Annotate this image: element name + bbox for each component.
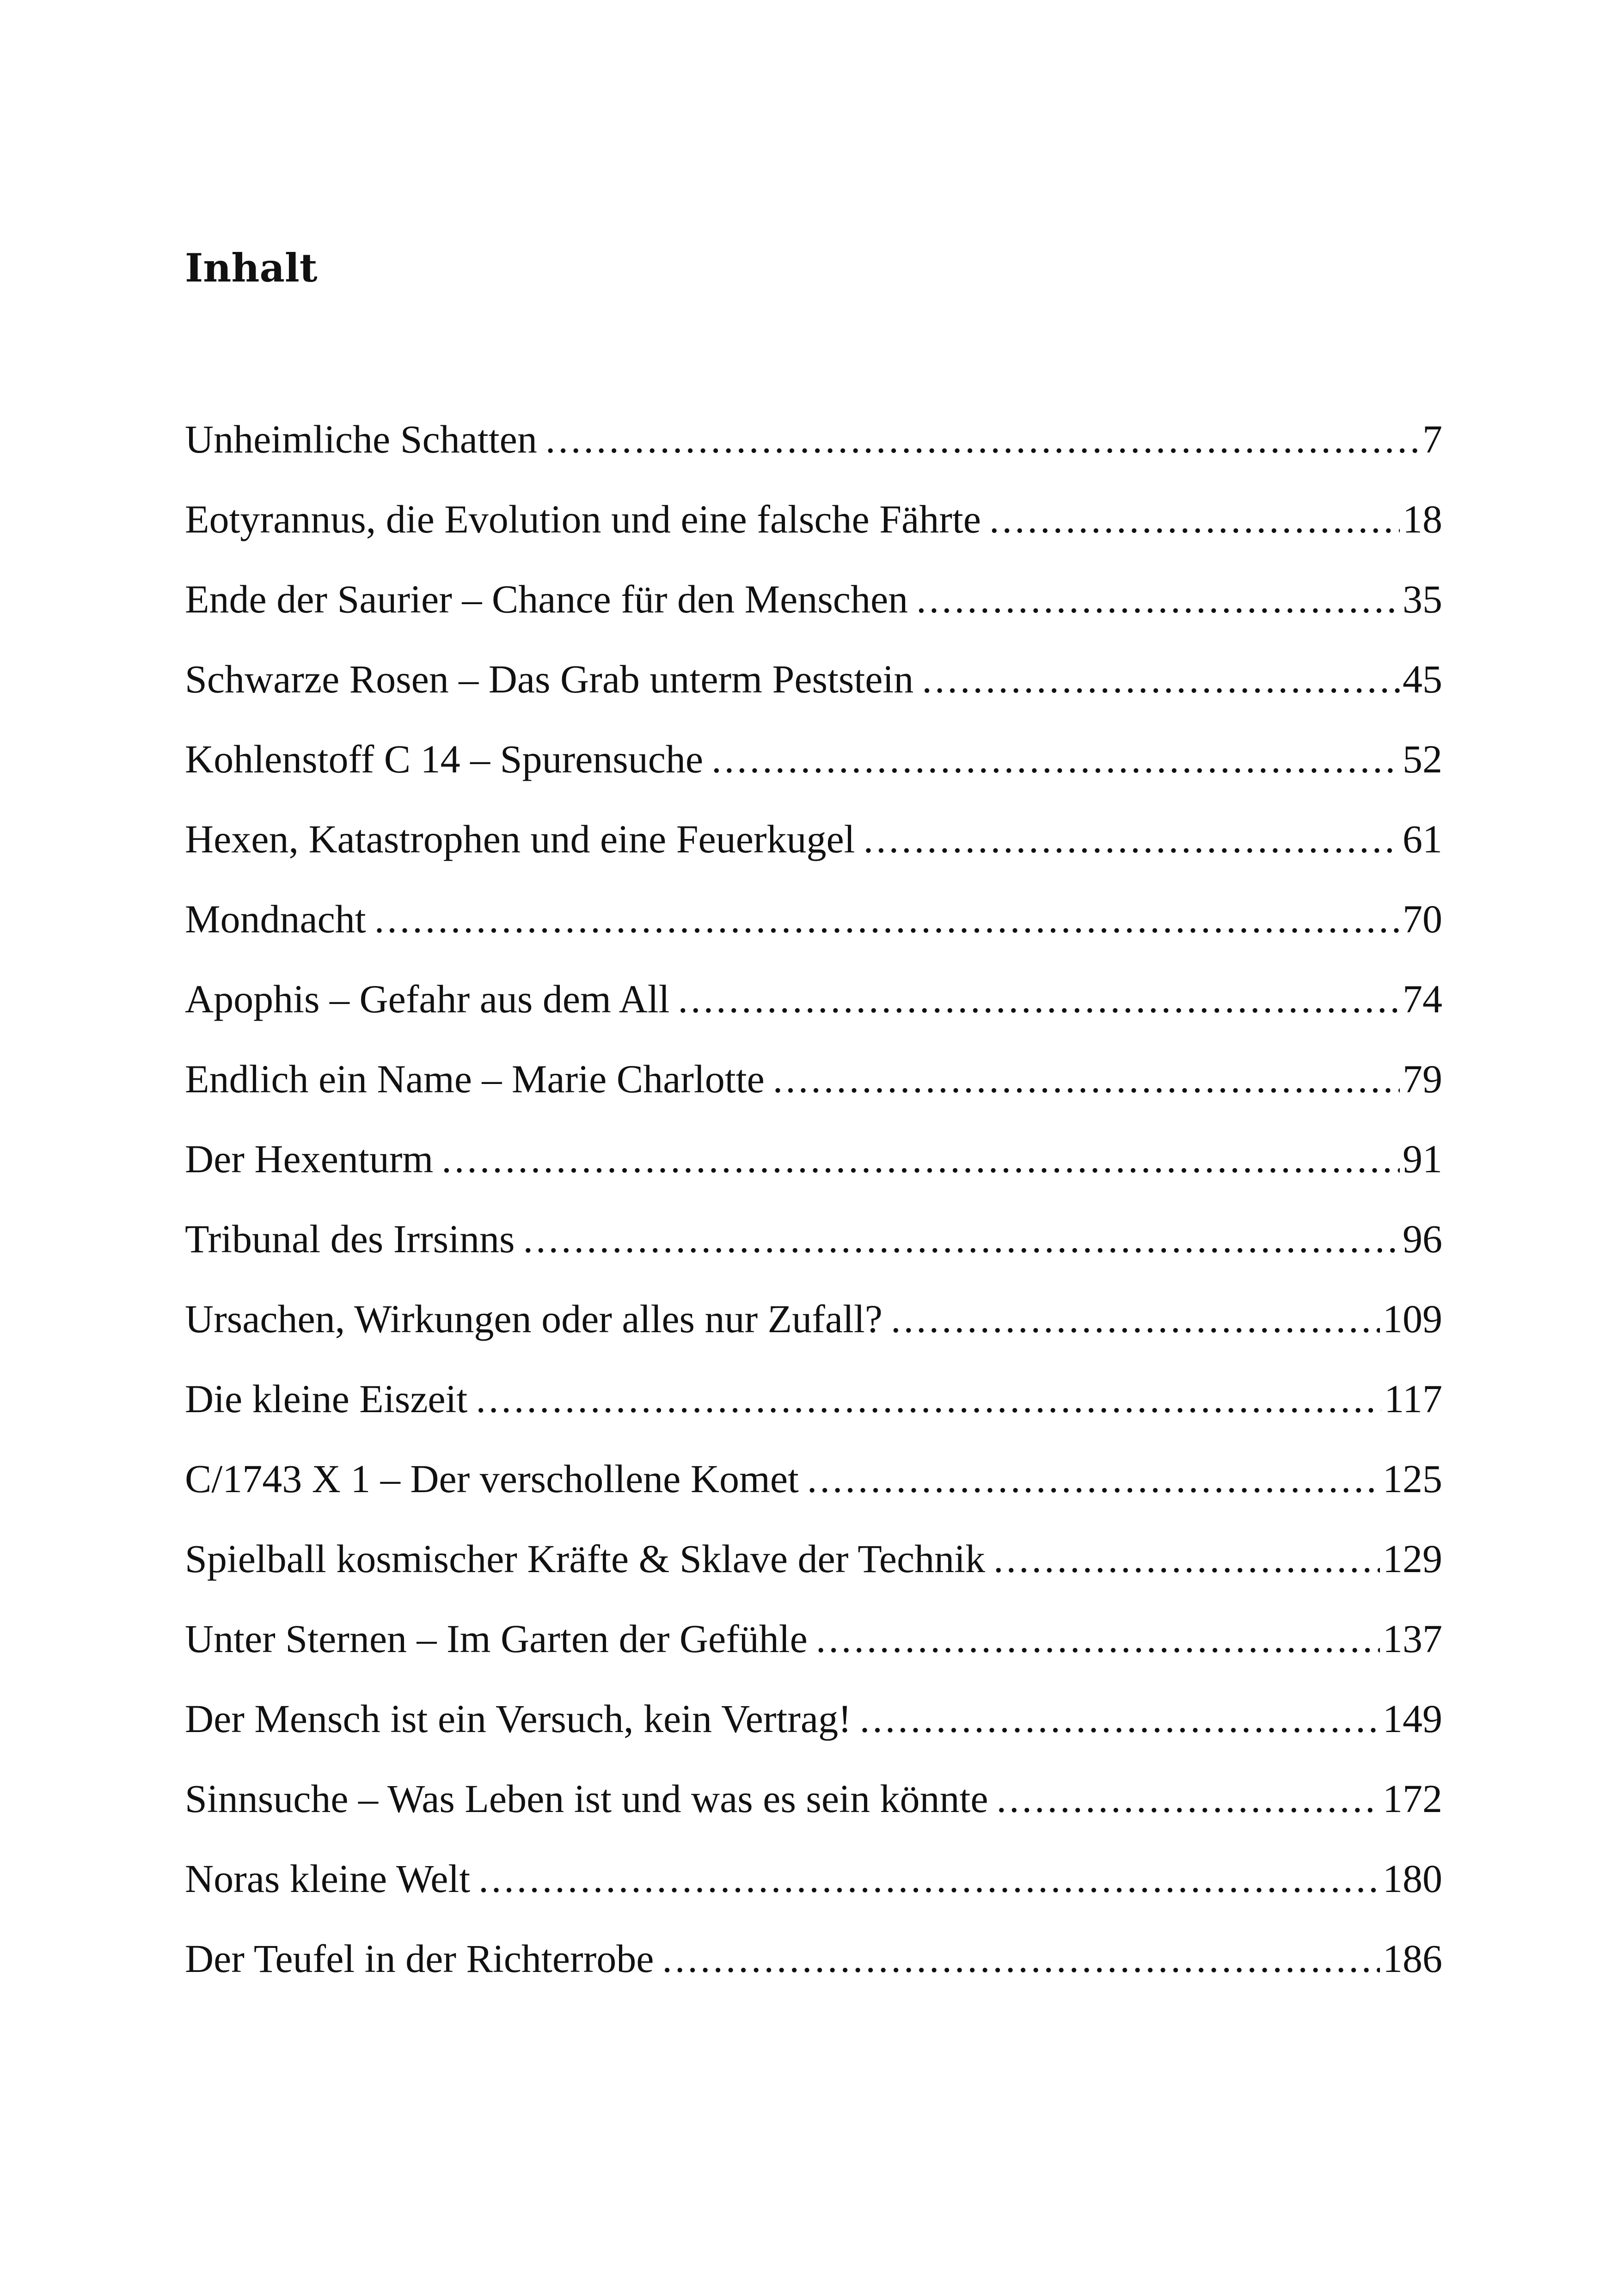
toc-entry-page: 91 [1403,1137,1442,1181]
toc-entry-page: 61 [1403,817,1442,861]
toc-entry [185,1051,1442,1131]
toc-entry-page: 7 [1422,417,1442,461]
toc-entry-page: 74 [1403,977,1442,1021]
toc-entry [185,1851,1442,1931]
toc-entry [185,1291,1442,1371]
toc-entry-title: Noras kleine Welt [185,1856,471,1901]
toc-entry-page: 186 [1383,1936,1442,1981]
toc-entry [185,971,1442,1051]
toc-entry-title: C/1743 X 1 – Der verschollene Komet [185,1457,799,1501]
toc-entry [185,411,1442,491]
toc-dot-leader [860,1691,1380,1746]
toc-entry-page: 35 [1403,577,1442,621]
toc-entry [185,1931,1442,2011]
toc-entry-title: Spielball kosmischer Kräfte & Sklave der Technik [185,1537,986,1581]
toc-entry [185,731,1442,811]
toc-dot-leader [374,891,1400,947]
toc-entry-title: Apophis – Gefahr aus dem All [185,977,670,1021]
toc-entry-title: Ursachen, Wirkungen oder alles nur Zufall? [185,1297,883,1341]
toc-entry [185,491,1442,571]
toc-dot-leader [997,1771,1380,1826]
toc-entry [185,811,1442,891]
toc-dot-leader [816,1611,1380,1666]
toc-dot-leader [476,1371,1381,1427]
toc-dot-leader [678,971,1400,1027]
toc-entry [185,1371,1442,1451]
toc-entry-page: 172 [1383,1776,1442,1821]
toc-entry-page: 125 [1383,1457,1442,1501]
toc-entry [185,1451,1442,1531]
toc-entry [185,1771,1442,1851]
toc-entry-title: Hexen, Katastrophen und eine Feuerkugel [185,817,855,861]
toc-dot-leader [989,491,1400,547]
toc-dot-leader [711,731,1400,787]
toc-entry-page: 129 [1383,1537,1442,1581]
toc-dot-leader [864,811,1400,867]
toc-dot-leader [922,651,1400,707]
toc-entry [185,651,1442,731]
toc-entry-title: Eotyrannus, die Evolution und eine falsche Fährte [185,497,981,541]
toc-entry-page: 45 [1403,657,1442,701]
toc-entry-page: 52 [1403,737,1442,781]
toc-dot-leader [891,1291,1380,1347]
toc-entry-page: 18 [1403,497,1442,541]
toc-entry-title: Der Teufel in der Richterrobe [185,1936,654,1981]
toc-entry-page: 79 [1403,1057,1442,1101]
toc-entry-title: Ende der Saurier – Chance für den Menschen [185,577,908,621]
toc-entry-page: 70 [1403,897,1442,941]
toc-entry [185,1131,1442,1211]
toc-entry-page: 149 [1383,1696,1442,1741]
toc-entry-title: Mondnacht [185,897,366,941]
toc-entry-page: 117 [1384,1377,1442,1421]
table-of-contents [185,411,1442,2011]
toc-entry-title: Schwarze Rosen – Das Grab unterm Peststein [185,657,914,701]
toc-entry-title: Sinnsuche – Was Leben ist und was es sein könnte [185,1776,988,1821]
toc-entry-page: 109 [1383,1297,1442,1341]
toc-entry-page: 180 [1383,1856,1442,1901]
toc-entry [185,891,1442,971]
toc-entry [185,1211,1442,1291]
toc-entry-title: Unheimliche Schatten [185,417,537,461]
toc-entry-title: Die kleine Eiszeit [185,1377,468,1421]
toc-entry-title: Tribunal des Irrsinns [185,1217,515,1261]
toc-dot-leader [773,1051,1400,1107]
toc-dot-leader [478,1851,1380,1906]
toc-dot-leader [916,571,1400,627]
toc-dot-leader [807,1451,1380,1506]
toc-entry-page: 96 [1403,1217,1442,1261]
toc-entry [185,1611,1442,1691]
toc-dot-leader [441,1131,1400,1187]
toc-heading: Inhalt [185,245,318,291]
toc-entry-title: Der Hexenturm [185,1137,434,1181]
toc-dot-leader [545,411,1420,467]
toc-entry-title: Der Mensch ist ein Versuch, kein Vertrag! [185,1696,852,1741]
toc-entry-title: Kohlenstoff C 14 – Spurensuche [185,737,704,781]
toc-entry [185,571,1442,651]
toc-entry [185,1531,1442,1611]
toc-entry [185,1691,1442,1771]
toc-entry-page: 137 [1383,1616,1442,1661]
toc-entry-title: Endlich ein Name – Marie Charlotte [185,1057,765,1101]
toc-dot-leader [662,1931,1380,1986]
toc-entry-title: Unter Sternen – Im Garten der Gefühle [185,1616,808,1661]
toc-dot-leader [523,1211,1400,1267]
toc-dot-leader [993,1531,1380,1586]
